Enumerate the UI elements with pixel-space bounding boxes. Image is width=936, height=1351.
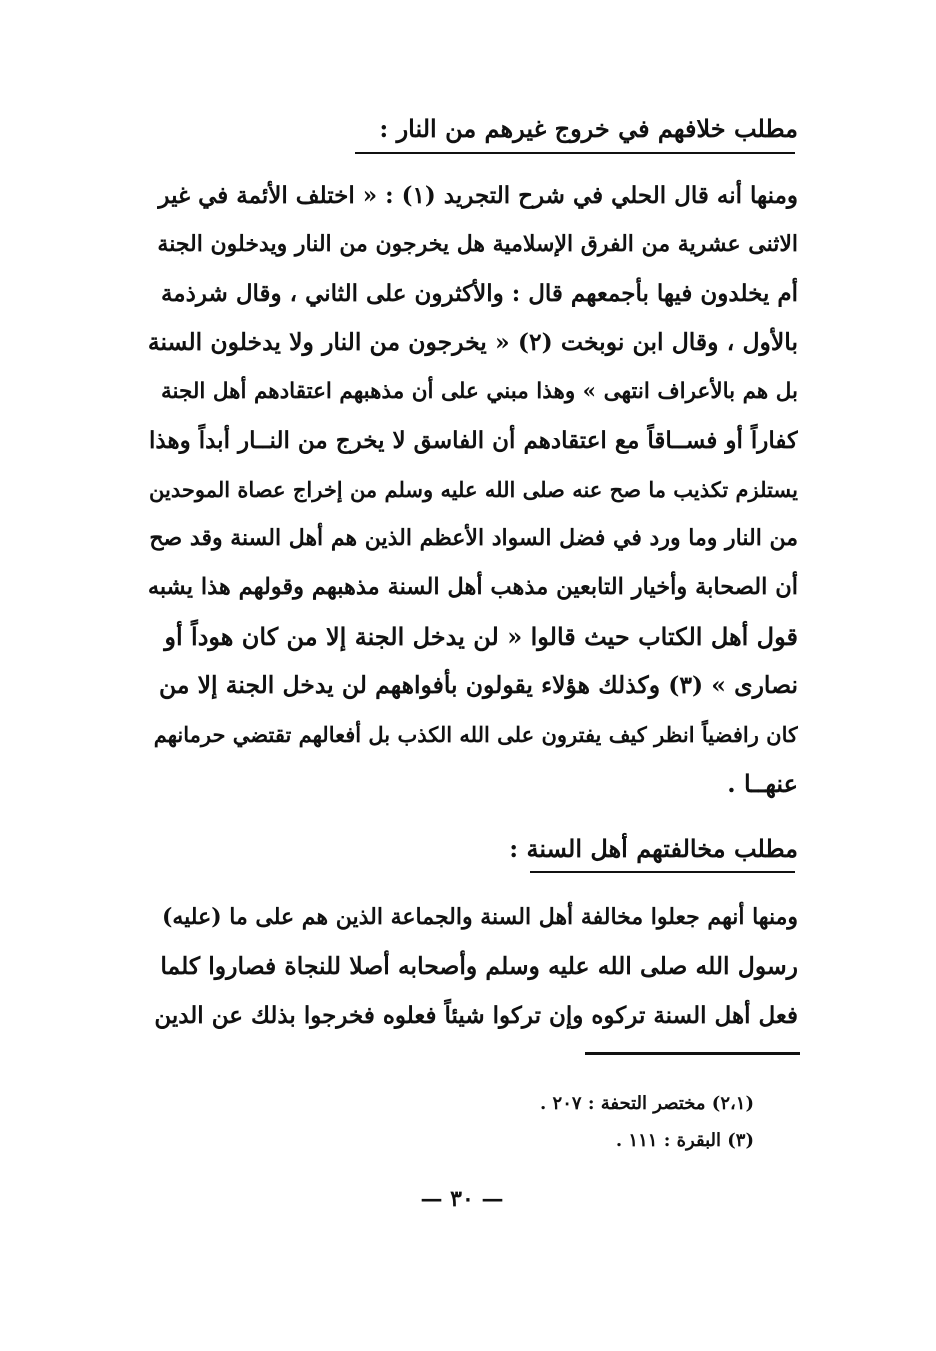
text-line: ومنها أنه قال الحلي في شرح التجريد (١) : « اختلف الأئمة في غير: [158, 182, 798, 209]
section-heading-opposing-sunnah: مطلب مخالفتهم أهل السنة :: [509, 834, 798, 863]
paragraph-exit-from-fire: [148, 171, 798, 808]
paragraph-opposing-sunnah: [148, 893, 798, 1040]
footnote: (٣) البقرة : ١١١ .: [615, 1130, 754, 1151]
text-line: قول أهل الكتاب حيث قالوا « لن يدخل الجنة إلا من كان هوداً أو: [164, 622, 798, 651]
footnote: (٢،١) مختصر التحفة : ٢٠٧ .: [539, 1093, 754, 1114]
page-number: — ٣٠ —: [420, 1186, 504, 1212]
footnotes: [540, 1085, 754, 1159]
text-line: كفاراً أو فســاقاً مع اعتقادهم أن الفاسق لا يخرج من النــار أبداً وهذا: [149, 427, 798, 454]
text-line: كان رافضياً انظر كيف يفترون على الله الكذب بل أفعالهم تقتضي حرمانهم: [153, 722, 798, 747]
text-line: نصارى » (٣) وكذلك هؤلاء يقولون بأفواههم لن يدخل الجنة إلا من: [159, 671, 798, 699]
text-line: من النار وما ورد في فضل السواد الأعظم الذين هم أهل السنة وقد صح: [149, 525, 798, 551]
text-line: فعل أهل السنة تركوه وإن تركوا شيئاً فعلوه فخرجوا بذلك عن الدين: [154, 1002, 798, 1029]
text-line: يستلزم تكذيب ما صح عنه صلى الله عليه وسلم من إخراج عصاة الموحدين: [149, 477, 798, 502]
heading-underline: [530, 871, 795, 873]
text-line: ومنها أنهم جعلوا مخالفة أهل السنة والجماعة الذين هم على ما (عليه): [161, 904, 798, 930]
text-line: بل هم بالأعراف انتهى » وهذا مبني على أن مذهبهم اعتقادهم أهل الجنة: [160, 379, 798, 404]
section-heading-exit-from-fire: مطلب خلافهم في خروج غيرهم من النار :: [379, 114, 798, 143]
text-line: عنهــا .: [727, 769, 798, 798]
text-line: الاثنى عشرية من الفرق الإسلامية هل يخرجون من النار ويدخلون الجنة: [157, 231, 798, 257]
text-line: رسول الله صلى الله عليه وسلم وأصحابه أصلا للنجاة فصاروا كلما: [160, 952, 798, 980]
text-line: أم يخلدون فيها بأجمعهم قال : والأكثرون على الثاني ، وقال شرذمة: [160, 280, 798, 307]
text-line: أن الصحابة وأخيار التابعين مذهب أهل السنة مذهبهم وقولهم هذا يشبه: [148, 574, 798, 600]
heading-underline: [355, 152, 795, 154]
footnote-separator: [585, 1052, 800, 1055]
text-line: بالأول ، وقال ابن نوبخت (٢) « يخرجون من النار ولا يدخلون السنة: [148, 328, 798, 356]
